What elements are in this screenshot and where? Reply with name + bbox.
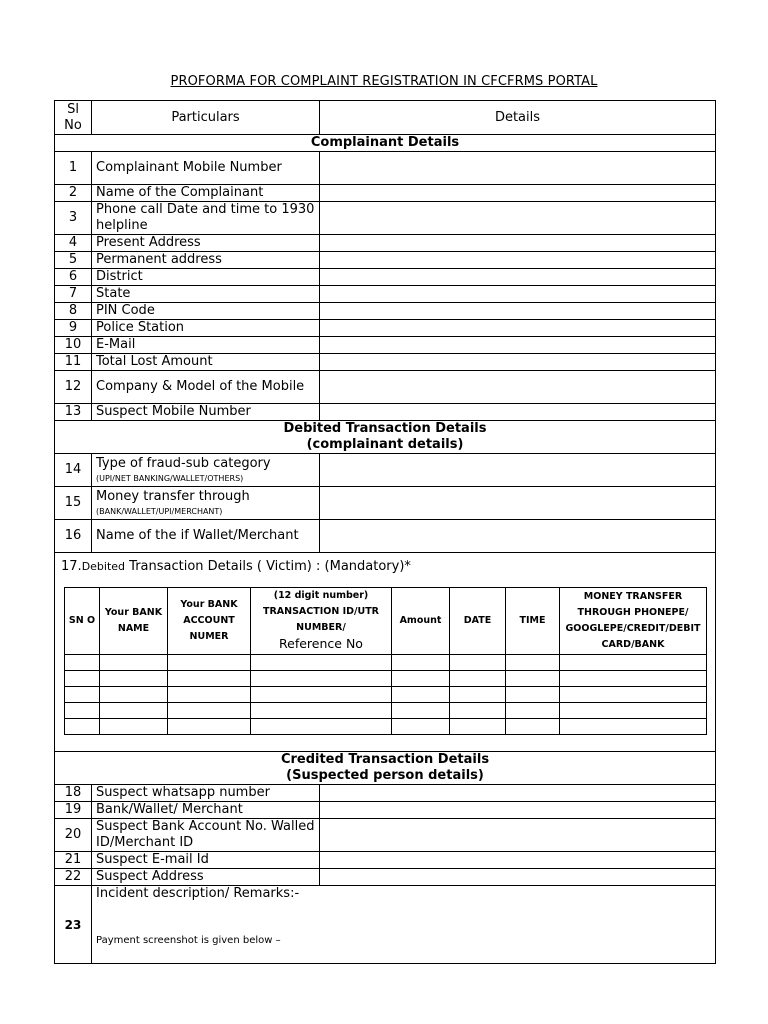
cell[interactable] [392,719,450,735]
remarks-field[interactable] [92,886,716,964]
form-row [55,802,716,819]
row-label: Police Station [92,320,320,337]
form-row [55,286,716,303]
remarks-label: Incident description/ Remarks:- [96,886,300,901]
cell[interactable] [100,687,168,703]
cell[interactable] [450,671,506,687]
row-label: Name of the if Wallet/Merchant [92,520,320,553]
row-details-field[interactable] [320,819,716,852]
row-details-field[interactable] [320,235,716,252]
row-label: Suspect Address [92,869,320,886]
form-row [55,487,716,520]
cell[interactable] [392,687,450,703]
form-row [55,852,716,869]
cell[interactable] [65,703,100,719]
cell[interactable] [65,687,100,703]
row-label: Bank/Wallet/ Merchant [92,802,320,819]
cell[interactable] [506,719,560,735]
victim-table-header-row [65,588,707,655]
complaint-form-table [54,100,716,964]
form-row [55,371,716,404]
cell[interactable] [392,703,450,719]
cell[interactable] [100,671,168,687]
cell[interactable] [560,703,707,719]
cell[interactable] [506,655,560,671]
form-row-remarks [55,886,716,964]
row-number: 21 [55,852,92,869]
cell[interactable] [560,719,707,735]
cell[interactable] [560,655,707,671]
row-number: 11 [55,354,92,371]
row-label: Name of the Complainant [92,185,320,202]
form-row [55,252,716,269]
victim-transaction-table [64,587,707,735]
col-transaction-id-label: (12 digit number) TRANSACTION ID/UTR NUMBER/ [262,590,379,633]
row-number: 3 [55,202,92,235]
cell[interactable] [251,703,392,719]
row-details-field[interactable] [320,152,716,185]
row-details-field[interactable] [320,286,716,303]
cell[interactable] [560,687,707,703]
form-row [55,785,716,802]
cell[interactable] [450,719,506,735]
row-label: Suspect E-mail Id [92,852,320,869]
row-details-field[interactable] [320,785,716,802]
form-row [55,869,716,886]
row-label: E-Mail [92,337,320,354]
col-date: DATE [450,588,506,655]
payment-screenshot-note: Payment screenshot is given below – [96,935,281,946]
row-details-field[interactable] [320,852,716,869]
row-number: 9 [55,320,92,337]
section-debited-transaction-details [55,421,716,454]
cell[interactable] [168,719,251,735]
col-sno: SN O [65,588,100,655]
row-sublabel: (BANK/WALLET/UPI/MERCHANT) [96,506,223,516]
row-label: Permanent address [92,252,320,269]
row-details-field[interactable] [320,454,716,487]
col-bank-account: Your BANK ACCOUNT NUMER [168,588,251,655]
row-number: 5 [55,252,92,269]
col-transaction-id [251,588,392,655]
row-number: 12 [55,371,92,404]
row-number: 19 [55,802,92,819]
cell[interactable] [450,655,506,671]
row-number: 14 [55,454,92,487]
row-details-field[interactable] [320,802,716,819]
cell[interactable] [506,687,560,703]
row-label: Phone call Date and time to 1930 helpline [92,202,320,235]
item-17-prefix: Debited [81,560,126,573]
row-label: Money transfer through [96,488,250,504]
cell[interactable] [392,655,450,671]
row-number: 6 [55,269,92,286]
section-credited-transaction-details [55,752,716,785]
form-title: PROFORMA FOR COMPLAINT REGISTRATION IN CFCFRMS PORTAL [170,74,598,89]
row-details-field[interactable] [320,337,716,354]
row-number: 13 [55,404,92,421]
row-label: Type of fraud-sub category [96,455,271,471]
row-number: 23 [55,886,92,964]
row-number: 2 [55,185,92,202]
row-label-cell [92,487,320,520]
header-particulars: Particulars [92,101,320,135]
item-17-number: 17. [61,559,82,574]
row-details-field[interactable] [320,520,716,553]
row-details-field[interactable] [320,185,716,202]
item-17-victim-transactions [55,553,716,752]
row-label: District [92,269,320,286]
cell[interactable] [65,719,100,735]
form-row [55,337,716,354]
form-row [55,303,716,320]
cell[interactable] [65,655,100,671]
col-amount: Amount [392,588,450,655]
row-label: State [92,286,320,303]
row-label: Suspect whatsapp number [92,785,320,802]
form-row [55,320,716,337]
victim-table-row [65,703,707,719]
row-number: 18 [55,785,92,802]
row-label: Complainant Mobile Number [92,152,320,185]
cell[interactable] [168,655,251,671]
row-number: 4 [55,235,92,252]
cell[interactable] [251,655,392,671]
cell[interactable] [65,671,100,687]
cell[interactable] [251,671,392,687]
row-number: 20 [55,819,92,852]
cell[interactable] [560,671,707,687]
form-row [55,819,716,852]
row-label-cell [92,454,320,487]
section-title: Credited Transaction Details [280,752,490,767]
row-details-field[interactable] [320,202,716,235]
section-complainant-details: Complainant Details [55,135,716,152]
row-number: 10 [55,337,92,354]
cell[interactable] [450,687,506,703]
cell[interactable] [168,671,251,687]
row-details-field[interactable] [320,404,716,421]
item-17-text: Transaction Details ( Victim) : (Mandatory)* [125,559,411,574]
row-number: 22 [55,869,92,886]
cell[interactable] [251,719,392,735]
row-label: Suspect Bank Account No. Walled ID/Merchant ID [92,819,320,852]
victim-table-row [65,719,707,735]
row-label: Company & Model of the Mobile [92,371,320,404]
row-details-field[interactable] [320,269,716,286]
form-row [55,354,716,371]
form-row [55,235,716,252]
row-number: 1 [55,152,92,185]
row-label: Suspect Mobile Number [92,404,320,421]
row-details-field[interactable] [320,487,716,520]
cell[interactable] [392,671,450,687]
victim-table-row [65,655,707,671]
header-sl-no: Sl No [55,101,92,135]
row-details-field[interactable] [320,252,716,269]
row-number: 15 [55,487,92,520]
section-subtitle: (Suspected person details) [286,768,484,783]
row-number: 16 [55,520,92,553]
form-row [55,269,716,286]
row-number: 7 [55,286,92,303]
cell[interactable] [506,671,560,687]
form-row [55,185,716,202]
cell[interactable] [168,703,251,719]
cell[interactable] [506,703,560,719]
form-row [55,454,716,487]
form-row [55,202,716,235]
row-sublabel: (UPI/NET BANKING/WALLET/OTHERS) [96,473,244,483]
row-details-field[interactable] [320,320,716,337]
header-row [55,101,716,135]
cell[interactable] [100,703,168,719]
header-details: Details [320,101,716,135]
row-label: Total Lost Amount [92,354,320,371]
cell[interactable] [168,687,251,703]
col-bank-name: Your BANK NAME [100,588,168,655]
form-row [55,520,716,553]
cell[interactable] [450,703,506,719]
row-label: Present Address [92,235,320,252]
form-row [55,404,716,421]
victim-table-row [65,671,707,687]
form-row [55,152,716,185]
cell[interactable] [100,719,168,735]
row-label: PIN Code [92,303,320,320]
col-money-transfer: MONEY TRANSFER THROUGH PHONEPE/ GOOGLEPE/CREDIT/DEBIT CARD/BANK [560,588,707,655]
cell[interactable] [251,687,392,703]
row-details-field[interactable] [320,354,716,371]
row-details-field[interactable] [320,371,716,404]
victim-table-row [65,687,707,703]
row-details-field[interactable] [320,869,716,886]
cell[interactable] [100,655,168,671]
row-number: 8 [55,303,92,320]
section-title: Debited Transaction Details [283,421,487,436]
col-time: TIME [506,588,560,655]
section-subtitle: (complainant details) [306,437,464,452]
item-17-heading [55,553,715,587]
row-details-field[interactable] [320,303,716,320]
col-reference-no-label: Reference No [279,636,363,651]
